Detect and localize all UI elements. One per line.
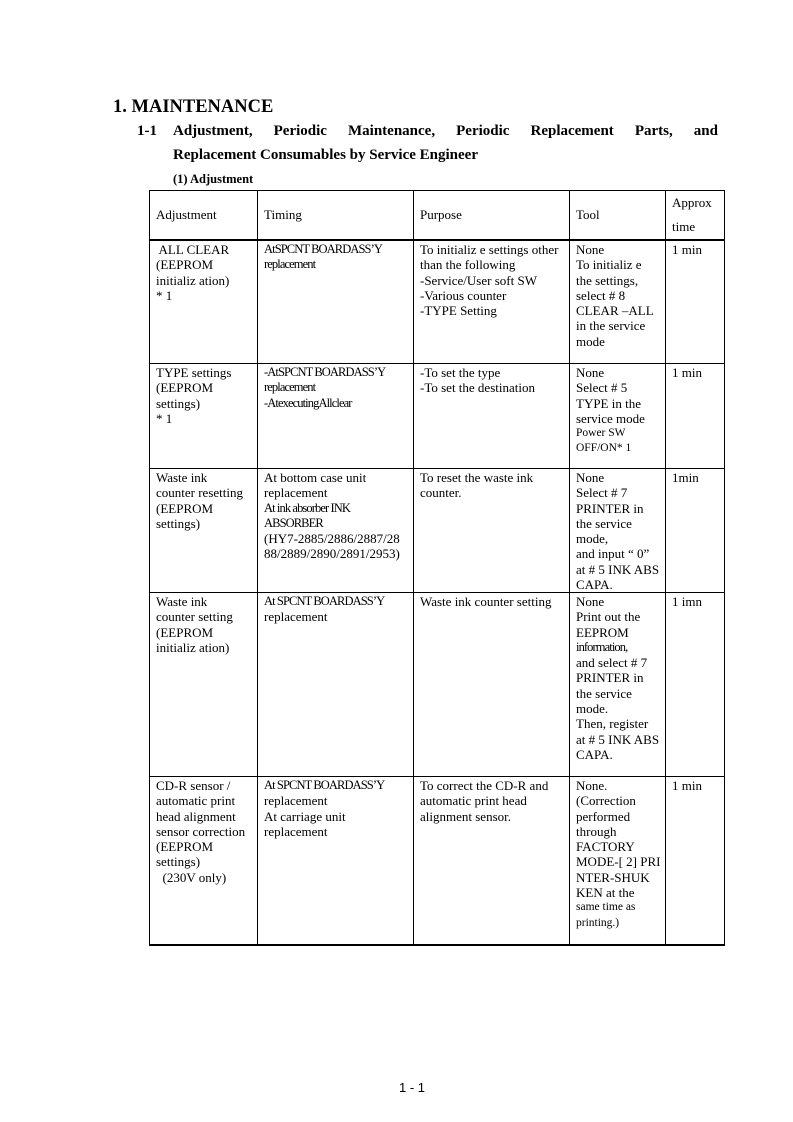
cell-adjustment — [150, 469, 258, 593]
cell-line: settings) — [156, 515, 201, 531]
cell-line: initializ ation) — [156, 639, 230, 655]
cell-line: at # 5 INK ABS — [576, 731, 660, 747]
cell-timing — [258, 469, 414, 593]
cell-line: automatic print head — [420, 793, 527, 809]
header-time-text: time — [672, 219, 696, 234]
cell-line: EEPROM — [576, 624, 629, 640]
cell-line: counter setting — [156, 609, 233, 625]
subsection-heading: (1) Adjustment — [173, 172, 254, 186]
cell-tool — [570, 593, 666, 777]
cell-line: -Various counter — [420, 287, 507, 303]
cell-line: counter resetting — [156, 485, 243, 501]
cell-line: (HY7-2885/2886/2887/28 — [264, 531, 400, 547]
cell-line: ABSORBER — [264, 515, 323, 530]
cell-line: None — [576, 365, 605, 380]
cell-line: None — [576, 470, 605, 485]
header-timing — [258, 191, 414, 241]
cell-line: select # 8 — [576, 287, 626, 303]
cell-line: (EEPROM — [156, 380, 214, 396]
cell-tool — [570, 241, 666, 364]
cell-timing — [258, 777, 414, 946]
cell-line: AtSPCNT BOARDASS’Y — [264, 242, 382, 256]
cell-line: head alignment — [156, 808, 236, 824]
cell-line: alignment sensor. — [420, 808, 511, 824]
cell-line: 1 min — [672, 242, 702, 257]
cell-line: Waste ink — [156, 594, 208, 609]
cell-adjustment — [150, 241, 258, 364]
cell-line: To correct the CD-R and — [420, 778, 549, 793]
header-tool-text: Tool — [576, 207, 600, 223]
cell-line: replacement — [264, 793, 328, 809]
section-number: 1-1 — [137, 123, 157, 139]
cell-line: To initializ e settings other — [420, 242, 559, 257]
cell-tool — [570, 364, 666, 469]
cell-line: Waste ink — [156, 470, 208, 485]
adjustment-table — [149, 190, 725, 946]
cell-line: Select # 7 — [576, 485, 628, 501]
cell-line: To initializ e — [576, 257, 642, 273]
cell-line: (EEPROM — [156, 839, 214, 855]
cell-line: -AtexecutingAllclear — [264, 395, 352, 410]
cell-time — [666, 241, 725, 364]
cell-line: mode. — [576, 701, 609, 717]
cell-line: settings) — [156, 854, 201, 870]
header-purpose — [414, 191, 570, 241]
cell-line: settings) — [156, 395, 201, 411]
cell-line: -AtSPCNT BOARDASS’Y — [264, 365, 386, 379]
cell-line: (EEPROM — [156, 624, 214, 640]
cell-line: CLEAR –ALL — [576, 303, 654, 319]
cell-tool — [570, 777, 666, 946]
cell-timing — [258, 241, 414, 364]
cell-line: through — [576, 823, 617, 839]
cell-line: -Service/User soft SW — [420, 272, 537, 288]
cell-line: None. — [576, 778, 608, 793]
cell-line: PRINTER in — [576, 500, 644, 516]
cell-line: information, — [576, 639, 628, 654]
cell-line: in the service — [576, 318, 646, 334]
cell-line: -To set the destination — [420, 380, 535, 396]
header-tool — [570, 191, 666, 241]
page-number: 1 - 1 — [398, 1080, 425, 1095]
cell-line: NTER-SHUK — [576, 869, 650, 885]
cell-line: mode, — [576, 531, 609, 547]
cell-line: PRINTER in — [576, 670, 644, 686]
cell-line: automatic print — [156, 793, 236, 809]
page-title: 1. MAINTENANCE — [113, 97, 274, 117]
header-adjustment-text: Adjustment — [156, 207, 217, 223]
header-time — [666, 191, 725, 241]
cell-line: performed — [576, 808, 631, 824]
cell-line: Power SW — [576, 427, 626, 440]
cell-line: MODE-[ 2] PRI — [576, 854, 661, 870]
cell-line: CAPA. — [576, 577, 613, 593]
cell-purpose — [414, 469, 570, 593]
cell-line: At ink absorber INK — [264, 500, 351, 515]
cell-line: TYPE settings — [156, 365, 232, 380]
cell-line: At bottom case unit — [264, 470, 367, 485]
cell-line: Waste ink counter setting — [420, 594, 552, 609]
cell-time — [666, 593, 725, 777]
cell-line: and select # 7 — [576, 655, 648, 671]
header-time-text: Approx — [672, 195, 712, 210]
header-adjustment — [150, 191, 258, 241]
cell-time — [666, 469, 725, 593]
cell-line: Select # 5 — [576, 380, 628, 396]
cell-purpose — [414, 777, 570, 946]
cell-line: CD-R sensor / — [156, 778, 231, 793]
cell-line: the settings, — [576, 272, 639, 288]
cell-line: same time as — [576, 901, 636, 914]
cell-line: * 1 — [156, 410, 173, 426]
cell-line: At carriage unit — [264, 808, 346, 824]
cell-line: initializ ation) — [156, 272, 230, 288]
cell-adjustment — [150, 364, 258, 469]
cell-line: the service — [576, 515, 632, 531]
cell-line: 1 min — [672, 365, 702, 380]
header-purpose-text: Purpose — [420, 207, 462, 223]
cell-line: 1 imn — [672, 594, 702, 609]
cell-purpose — [414, 593, 570, 777]
cell-adjustment — [150, 593, 258, 777]
cell-line: None — [576, 242, 605, 257]
cell-line: (Correction — [576, 793, 636, 809]
cell-line: 88/2889/2890/2891/2953) — [264, 546, 400, 562]
cell-line: replacement — [264, 485, 328, 501]
cell-line: TYPE in the — [576, 395, 641, 411]
cell-line: CAPA. — [576, 746, 613, 762]
cell-line: the service — [576, 685, 632, 701]
section-heading-line-1: Adjustment, Periodic Maintenance, Periodic Replacement Parts, and — [173, 123, 718, 139]
cell-timing — [258, 364, 414, 469]
cell-line: Print out the — [576, 609, 641, 625]
cell-line: counter. — [420, 485, 462, 501]
cell-line: replacement — [264, 609, 328, 625]
cell-line: mode — [576, 333, 605, 349]
cell-timing — [258, 593, 414, 777]
cell-line: sensor correction — [156, 823, 246, 839]
cell-line: * 1 — [156, 287, 173, 303]
cell-line: -To set the type — [420, 365, 501, 380]
section-heading-line-2: Replacement Consumables by Service Engineer — [173, 147, 478, 163]
header-timing-text: Timing — [264, 207, 302, 223]
cell-adjustment — [150, 777, 258, 946]
cell-purpose — [414, 241, 570, 364]
cell-line: KEN at the — [576, 885, 635, 901]
cell-line: printing.) — [576, 916, 620, 929]
cell-line: (230V only) — [156, 869, 227, 885]
cell-line: OFF/ON* 1 — [576, 442, 632, 455]
cell-line: (EEPROM — [156, 257, 214, 273]
cell-line: replacement — [264, 823, 328, 839]
cell-line: (EEPROM — [156, 500, 214, 516]
cell-line: At SPCNT BOARDASS’Y — [264, 594, 385, 608]
cell-line: -TYPE Setting — [420, 303, 497, 319]
cell-line: At SPCNT BOARDASS’Y — [264, 778, 385, 792]
cell-line: 1 min — [672, 778, 702, 793]
cell-line: at # 5 INK ABS — [576, 561, 660, 577]
cell-line: None — [576, 594, 605, 609]
cell-purpose — [414, 364, 570, 469]
cell-line: ALL CLEAR — [156, 242, 230, 257]
cell-time — [666, 364, 725, 469]
cell-line: and input “ 0” — [576, 546, 650, 562]
cell-tool — [570, 469, 666, 593]
cell-line: replacement — [264, 380, 316, 395]
cell-time — [666, 777, 725, 946]
cell-line: replacement — [264, 257, 316, 272]
cell-line: service mode — [576, 410, 645, 426]
cell-line: 1min — [672, 470, 699, 485]
cell-line: FACTORY — [576, 839, 635, 855]
cell-line: To reset the waste ink — [420, 470, 534, 485]
cell-line: than the following — [420, 257, 516, 273]
cell-line: Then, register — [576, 716, 649, 732]
